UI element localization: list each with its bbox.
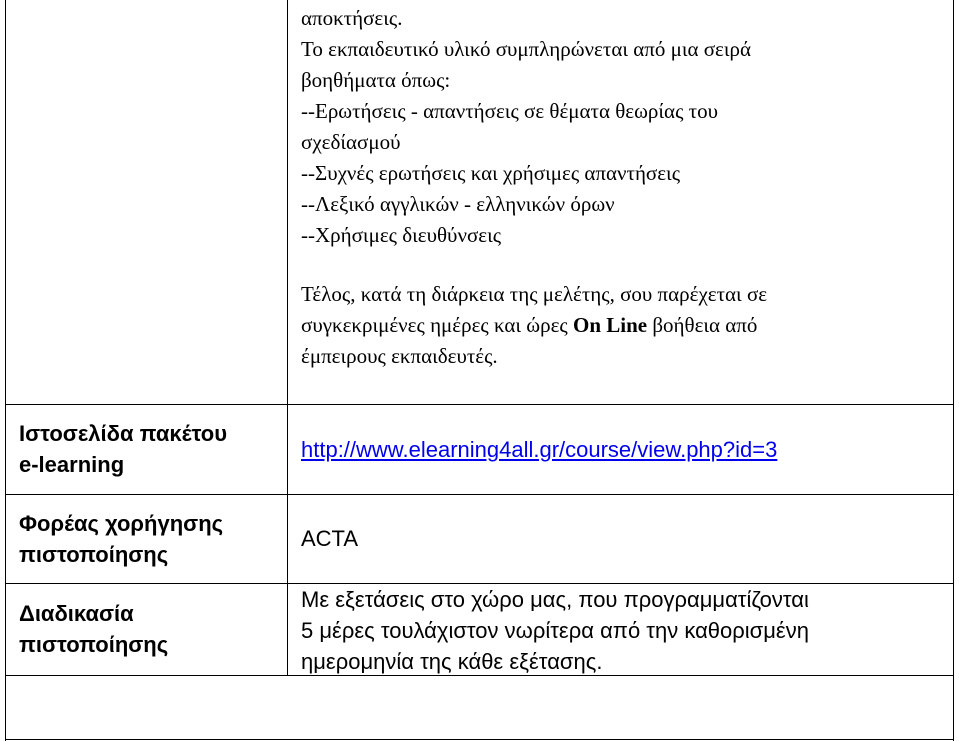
table-border-right: [953, 0, 954, 741]
text-line: σχεδίασμού: [301, 130, 401, 154]
row-value-procedure: [301, 584, 809, 677]
value-line: ημερομηνία της κάθε εξέτασης.: [301, 649, 603, 674]
empty-row: [6, 676, 953, 739]
label-line: Φορέας χορήγησης: [19, 511, 224, 536]
label-line: πιστοποίησης: [19, 632, 169, 657]
table-border-bottom: [5, 739, 954, 740]
info-table: [5, 0, 955, 741]
closing-line-2: [301, 310, 767, 341]
course-url-link[interactable]: http://www.elearning4all.gr/course/view.php?id=3: [301, 437, 778, 462]
text-line: αποκτήσεις.: [301, 6, 403, 30]
label-line: Ιστοσελίδα πακέτου: [19, 421, 228, 446]
paragraph-gap: [301, 251, 767, 279]
row-value-website: [301, 434, 777, 465]
closing-text: συγκεκριμένες ημέρες και ώρες: [301, 313, 573, 337]
table-border-left: [5, 0, 6, 741]
label-line: e-learning: [19, 452, 125, 477]
closing-text: βοήθεια από: [647, 313, 758, 337]
column-divider: [287, 0, 288, 676]
row-divider-1: [5, 404, 954, 405]
row-value-certifier: [301, 523, 358, 554]
text-line: --Χρήσιμες διευθύνσεις: [301, 223, 502, 247]
closing-line-1: Τέλος, κατά τη διάρκεια της μελέτης, σου παρέχεται σε: [301, 282, 768, 306]
row-label-website: [19, 418, 227, 480]
text-line: --Συχνές ερωτήσεις και χρήσιμες απαντήσεις: [301, 161, 681, 185]
row-label-certifier: [19, 508, 223, 570]
text-line: --Ερωτήσεις - απαντήσεις σε θέματα θεωρίας του: [301, 99, 718, 123]
text-line: βοηθήματα όπως:: [301, 68, 451, 92]
top-content-cell: [301, 3, 767, 372]
text-line: --Λεξικό αγγλικών - ελληνικών όρων: [301, 192, 615, 216]
label-line: Διαδικασία: [19, 601, 134, 626]
label-line: πιστοποίησης: [19, 542, 169, 567]
value-line: 5 μέρες τουλάχιστον νωρίτερα από την καθορισμένη: [301, 618, 809, 643]
online-emphasis: On Line: [572, 313, 648, 337]
row-divider-2: [5, 494, 954, 495]
closing-line-3: έμπειρους εκπαιδευτές.: [301, 344, 498, 368]
value-line: Με εξετάσεις στο χώρο μας, που προγραμματίζονται: [301, 587, 809, 612]
text-line: Το εκπαιδευτικό υλικό συμπληρώνεται από μια σειρά: [301, 37, 752, 61]
row-label-procedure: [19, 598, 168, 660]
value-line: ACTA: [301, 526, 359, 551]
